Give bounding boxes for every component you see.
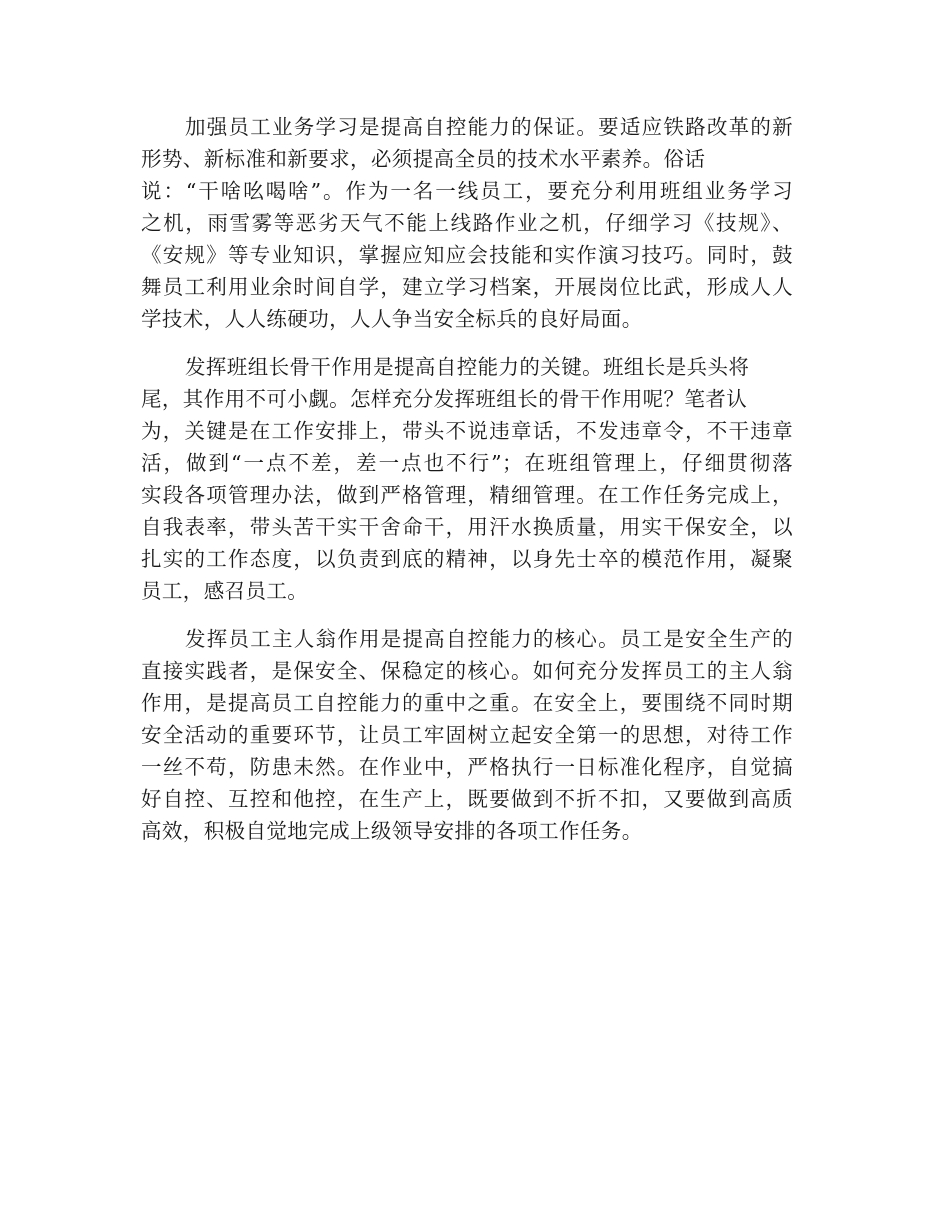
document-body <box>141 111 793 863</box>
paragraph-line: 尾，其作用不可小觑。怎样充分发挥班组长的骨干作用呢？笔者认 <box>141 387 748 411</box>
paragraph-line: 舞员工利用业余时间自学，建立学习档案，开展岗位比武，形成人人 <box>141 275 793 299</box>
paragraph-employee-ownership <box>141 623 793 847</box>
paragraph-line: 活，做到“一点不差，差一点也不行”；在班组管理上，仔细贯彻落 <box>141 451 793 475</box>
paragraph-line: 扎实的工作态度，以负责到底的精神，以身先士卒的模范作用，凝聚 <box>141 547 793 571</box>
paragraph-line: 学技术，人人练硬功，人人争当安全标兵的良好局面。 <box>141 307 643 331</box>
paragraph-line: 为，关键是在工作安排上，带头不说违章话，不发违章令，不干违章 <box>141 419 793 443</box>
paragraph-line: 加强员工业务学习是提高自控能力的保证。要适应铁路改革的新 <box>185 115 793 139</box>
paragraph-line: 实段各项管理办法，做到严格管理，精细管理。在工作任务完成上， <box>141 483 793 507</box>
paragraph-line: 《安规》等专业知识，掌握应知应会技能和实作演习技巧。同时，鼓 <box>141 243 793 267</box>
paragraph-line: 形势、新标准和新要求，必须提高全员的技术水平素养。俗话 <box>141 147 706 171</box>
paragraph-line: 高效，积极自觉地完成上级领导安排的各项工作任务。 <box>141 819 643 843</box>
paragraph-line: 发挥班组长骨干作用是提高自控能力的关键。班组长是兵头将 <box>185 355 750 379</box>
paragraph-line: 好自控、互控和他控，在生产上，既要做到不折不扣，又要做到高质 <box>141 787 793 811</box>
paragraph-line: 一丝不苟，防患未然。在作业中，严格执行一日标准化程序，自觉搞 <box>141 755 793 779</box>
paragraph-line: 发挥员工主人翁作用是提高自控能力的核心。员工是安全生产的 <box>185 627 793 651</box>
paragraph-line: 直接实践者，是保安全、保稳定的核心。如何充分发挥员工的主人翁 <box>141 659 793 683</box>
paragraph-line: 安全活动的重要环节，让员工牢固树立起安全第一的思想，对待工作 <box>141 723 793 747</box>
paragraph-line: 作用，是提高员工自控能力的重中之重。在安全上，要围绕不同时期 <box>141 691 793 715</box>
paragraph-line: 自我表率，带头苦干实干舍命干，用汗水换质量，用实干保安全，以 <box>141 515 793 539</box>
paragraph-line: 说：“干啥吆喝啥”。作为一名一线员工，要充分利用班组业务学习 <box>141 179 793 203</box>
paragraph-team-leader <box>141 351 793 607</box>
paragraph-employee-study <box>141 111 793 335</box>
paragraph-line: 员工，感召员工。 <box>141 579 309 603</box>
paragraph-line: 之机，雨雪雾等恶劣天气不能上线路作业之机，仔细学习《技规》、 <box>141 211 793 235</box>
